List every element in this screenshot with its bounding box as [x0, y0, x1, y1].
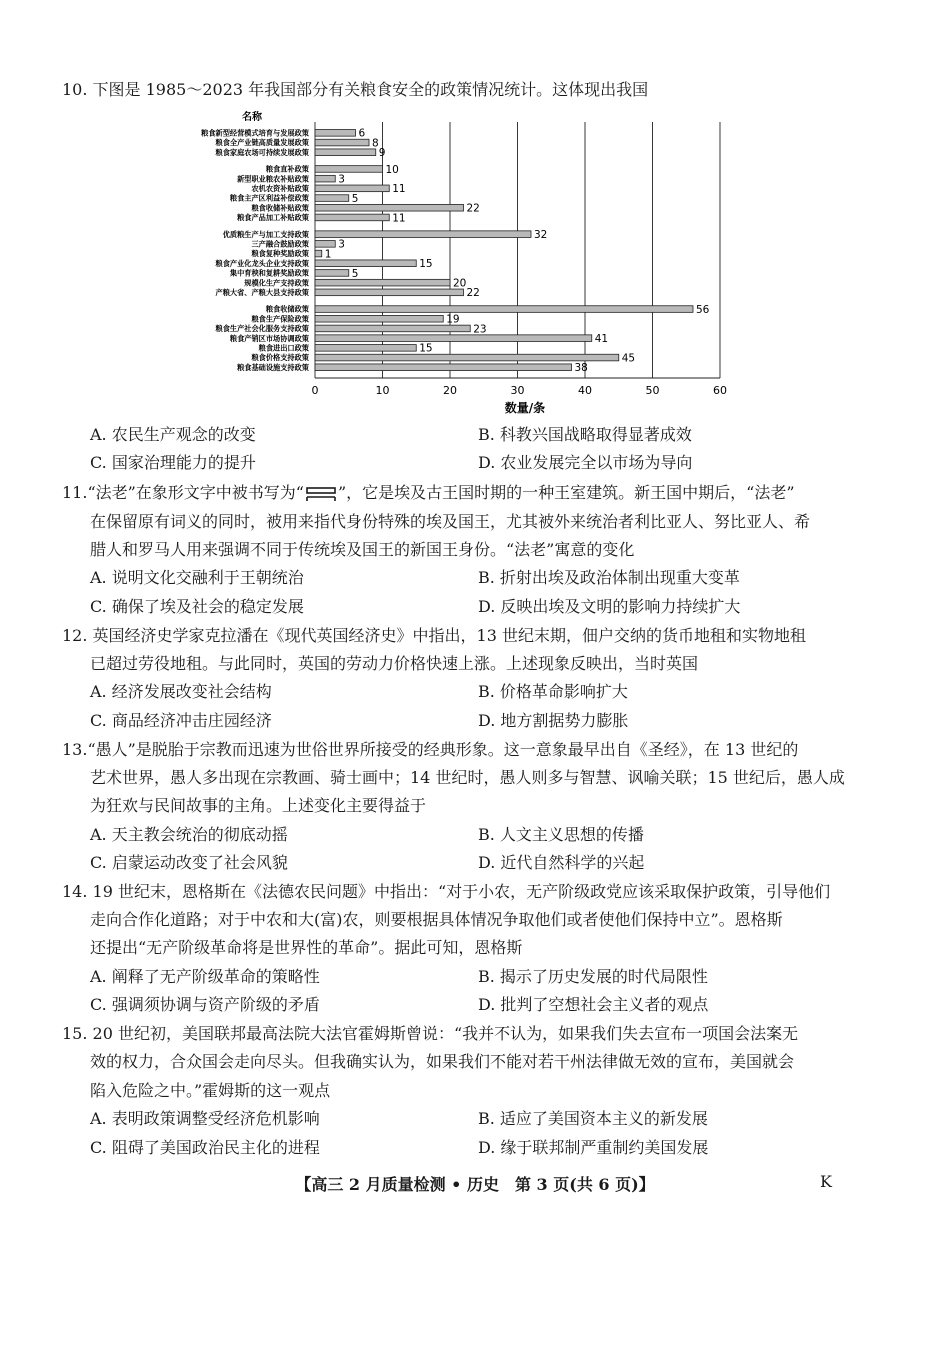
q10-option-b: B. 科教兴国战略取得显著成效 [478, 425, 692, 444]
chart-value-label: 11 [392, 183, 406, 196]
chart-x-tick-label: 60 [713, 384, 727, 397]
chart-value-label: 45 [621, 352, 636, 365]
chart-value-label: 6 [358, 127, 366, 140]
chart-bar [315, 306, 693, 313]
q15-line-2: 效的权力，合众国会走向尽头。但我确实认为，如果我们不能对若干州法律做无效的宣布，美国就会 [90, 1052, 795, 1071]
q14-line-3: 还提出“无产阶级革命将是世界性的革命”。据此可知，恩格斯 [90, 938, 523, 957]
chart-bar [315, 149, 376, 156]
q15-option-c: C. 阻碍了美国政治民主化的进程 [90, 1138, 320, 1157]
chart-category-label: 粮食直补政策 [265, 164, 309, 174]
chart-x-tick-label: 50 [645, 384, 660, 397]
q13-option-d: D. 近代自然科学的兴起 [478, 853, 645, 872]
chart-value-label: 10 [385, 163, 399, 176]
chart-bar [315, 166, 383, 173]
chart-bar [315, 195, 349, 202]
hieroglyph-icon [304, 485, 338, 503]
q14-option-d: D. 批判了空想社会主义者的观点 [478, 995, 709, 1014]
q11-line-3: 腊人和罗马人用来强调不同于传统埃及国王的新国王身份。“法老”寓意的变化 [90, 540, 635, 559]
chart-category-label: 粮食生产社会化服务支持政策 [215, 324, 309, 334]
chart-value-label: 32 [534, 228, 548, 241]
chart-bar [315, 315, 443, 322]
q12-line-2: 已超过劳役地租。与此同时，英国的劳动力价格快速上涨。上述现象反映出，当时英国 [90, 654, 699, 673]
q12-option-a: A. 经济发展改变社会结构 [90, 682, 272, 701]
chart-category-label: 集中育秧和复耕奖励政策 [229, 268, 309, 278]
q12-option-b: B. 价格革命影响扩大 [478, 682, 628, 701]
chart-value-label: 20 [453, 277, 467, 290]
chart-category-label: 粮食基础设施支持政策 [237, 362, 309, 372]
q15-line-1: 15. 20 世纪初，美国联邦最高法院大法官霍姆斯曾说：“我并不认为，如果我们失去宣布一项国会法案无 [62, 1024, 799, 1043]
chart-category-label: 粮食产业化龙头企业支持政策 [215, 258, 309, 268]
chart-x-tick-label: 30 [510, 384, 525, 397]
chart-category-label: 新型职业粮农补贴政策 [237, 174, 309, 184]
chart-value-label: 1 [324, 248, 332, 261]
chart-bar [315, 335, 592, 342]
chart-value-label: 38 [574, 362, 588, 375]
chart-category-label: 粮食进出口政策 [258, 343, 309, 353]
chart-x-tick-label: 0 [311, 384, 319, 397]
chart-category-label: 粮食家庭农场可持续发展政策 [215, 147, 309, 157]
q11-option-b: B. 折射出埃及政治体制出现重大变革 [478, 568, 740, 587]
q11-line-2: 在保留原有词义的同时，被用来指代身份特殊的埃及国王，尤其被外来统治者利比亚人、努比亚人、希 [90, 512, 811, 531]
chart-value-label: 9 [378, 147, 386, 160]
chart-category-label: 粮食产销区市场协调政策 [229, 333, 309, 343]
q11-text-before-glyph: 11.“法老”在象形文字中被书写为“ [62, 483, 304, 502]
chart-x-tick-label: 20 [443, 384, 457, 397]
q12-option-c: C. 商品经济冲击庄园经济 [90, 711, 272, 730]
chart-x-tick-label: 40 [578, 384, 592, 397]
q10-option-d: D. 农业发展完全以市场为导向 [478, 453, 693, 472]
chart-category-label: 粮食新型经营模式培育与发展政策 [201, 128, 309, 138]
q14-option-c: C. 强调须协调与资产阶级的矛盾 [90, 995, 320, 1014]
chart-value-label: 22 [466, 202, 480, 215]
chart-value-label: 19 [446, 313, 460, 326]
chart-value-label: 11 [392, 212, 406, 225]
q13-option-a: A. 天主教会统治的彻底动摇 [90, 825, 288, 844]
q15-option-b: B. 适应了美国资本主义的新发展 [478, 1109, 708, 1128]
q10-stem: 10. 下图是 1985～2023 年我国部分有关粮食安全的政策情况统计。这体现出我国 [62, 80, 649, 99]
q15-option-d: D. 缘于联邦制严重制约美国发展 [478, 1138, 709, 1157]
chart-category-label: 粮食复种奖励政策 [251, 249, 309, 259]
chart-bar [315, 325, 470, 332]
chart-category-label: 产粮大省、产粮大县支持政策 [215, 287, 309, 297]
page-footer: 【高三 2 月质量检测 • 历史 第 3 页(共 6 页)】 [295, 1175, 655, 1194]
chart-category-label: 粮食全产业链高质量发展政策 [215, 138, 309, 148]
q12-option-d: D. 地方割据势力膨胀 [478, 711, 629, 730]
q14-line-2: 走向合作化道路；对于中农和大(富)农，则要根据具体情况争取他们或者使他们保持中立”。恩格斯 [90, 910, 783, 929]
chart-category-label: 粮食价格支持政策 [251, 353, 309, 363]
chart-category-label: 粮食收储补贴政策 [251, 203, 309, 213]
chart-category-label: 优质粮生产与加工支持政策 [222, 229, 309, 239]
chart-bar [315, 279, 450, 286]
chart-bar [315, 175, 335, 182]
chart-value-label: 15 [419, 342, 433, 355]
chart-category-label: 三产融合鼓励政策 [251, 239, 309, 249]
chart-value-label: 15 [419, 258, 433, 271]
chart-value-label: 3 [338, 173, 345, 186]
q11-option-c: C. 确保了埃及社会的稳定发展 [90, 597, 304, 616]
chart-value-label: 41 [594, 332, 609, 345]
chart-x-tick-label: 10 [375, 384, 390, 397]
chart-category-label: 粮食生产保险政策 [251, 314, 309, 324]
q14-option-a: A. 阐释了无产阶级革命的策略性 [90, 967, 320, 986]
paper-code: K [820, 1172, 832, 1191]
q10-option-c: C. 国家治理能力的提升 [90, 453, 256, 472]
chart-category-label: 农机农资补贴政策 [251, 183, 309, 193]
chart-bar [315, 345, 416, 352]
chart-bar [315, 260, 416, 267]
chart-bar [315, 139, 369, 146]
q13-line-3: 为狂欢与民间故事的主角。上述变化主要得益于 [90, 796, 427, 815]
chart-value-label: 3 [338, 238, 345, 251]
chart-value-label: 56 [696, 303, 710, 316]
chart-value-label: 22 [466, 287, 480, 300]
chart-value-label: 5 [351, 192, 359, 205]
chart-bar [315, 231, 531, 238]
chart-value-label: 8 [372, 137, 379, 150]
chart-bar [315, 250, 322, 257]
q14-option-b: B. 揭示了历史发展的时代局限性 [478, 967, 708, 986]
q12-line-1: 12. 英国经济史学家克拉潘在《现代英国经济史》中指出，13 世纪末期，佃户交纳的货币地租和实物地租 [62, 626, 806, 645]
chart-bar [315, 289, 464, 296]
q11-option-d: D. 反映出埃及文明的影响力持续扩大 [478, 597, 741, 616]
chart-bar [315, 204, 464, 211]
chart-bar [315, 364, 572, 371]
q14-line-1: 14. 19 世纪末，恩格斯在《法德农民问题》中指出：“对于小农，无产阶级政党应该采取保护政策，引导他们 [62, 882, 831, 901]
chart-category-label: 规模化生产支持政策 [244, 278, 309, 288]
chart-bar [315, 354, 619, 361]
chart-bar [315, 130, 356, 137]
q11-line-1 [62, 483, 795, 503]
chart-bar [315, 241, 335, 248]
chart-bar [315, 270, 349, 277]
chart-x-axis-title: 数量/条 [504, 401, 546, 415]
q11-option-a: A. 说明文化交融利于王朝统治 [90, 568, 304, 587]
q13-option-c: C. 启蒙运动改变了社会风貌 [90, 853, 288, 872]
chart-bar [315, 214, 389, 221]
chart-value-label: 23 [473, 323, 487, 336]
q15-option-a: A. 表明政策调整受经济危机影响 [90, 1109, 320, 1128]
chart-category-label: 粮食产品加工补贴政策 [237, 213, 309, 223]
policy-bar-chart [140, 100, 900, 440]
q13-option-b: B. 人文主义思想的传播 [478, 825, 644, 844]
q13-line-2: 艺术世界，愚人多出现在宗教画、骑士画中；14 世纪时，愚人则多与智慧、讽喻关联；15 世纪后，愚人成 [90, 768, 845, 787]
chart-value-label: 5 [351, 267, 359, 280]
chart-bar [315, 185, 389, 192]
chart-category-label: 粮食收储政策 [265, 304, 309, 314]
q15-line-3: 陷入危险之中。”霍姆斯的这一观点 [90, 1081, 331, 1100]
chart-category-label: 粮食主产区利益补偿政策 [229, 193, 309, 203]
q11-text-after-glyph: ”，它是埃及古王国时期的一种王室建筑。新王国中期后，“法老” [338, 483, 795, 502]
q13-line-1: 13.“愚人”是脱胎于宗教而迅速为世俗世界所接受的经典形象。这一意象最早出自《圣经》，在 13 世纪的 [62, 740, 799, 759]
chart-y-axis-title: 名称 [242, 112, 262, 123]
q10-option-a: A. 农民生产观念的改变 [90, 425, 256, 444]
